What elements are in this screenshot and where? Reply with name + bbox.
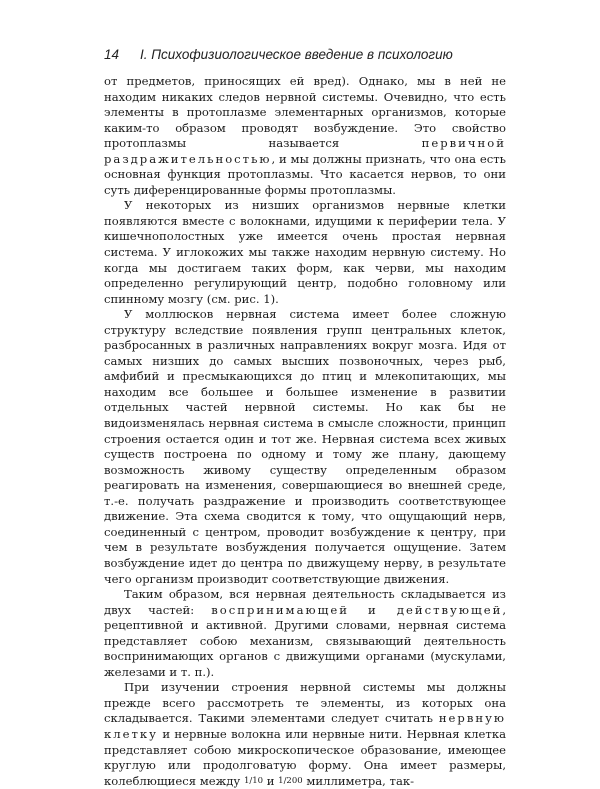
text-run: При изучении строения нервной системы мы должны прежде всего рассмотреть те элементы, из которых она складывается. Такими элементами следует считать — [104, 680, 506, 726]
paragraph — [104, 307, 506, 587]
text-run: , и мы должны признать, что она есть основная функция протоплазмы. Что касается нервов, то они суть диференцированные формы протоплазмы. — [104, 151, 506, 197]
text-run: , рецептивной и активной. Другими словами, нервная система представляет собою механизм, связывающий деятельность воспринимающих органов с движущими органами (мускулами, железами и т. п.). — [104, 602, 506, 679]
text-run: и нервные волокна или нервные нити. Нервная клетка представляет собою микроскопическое образование, имеющее круглую или продолговатую форму. Она имеет размеры, колеблющиеся между — [104, 726, 506, 788]
fraction: 1/10 — [243, 775, 264, 786]
running-title: I. Психофизиологическое введение в психологию — [140, 47, 453, 62]
paragraph — [104, 198, 506, 307]
paragraph — [104, 680, 506, 789]
spaced-term: воспринимающей и действующей — [211, 602, 503, 617]
spaced-term: нервную клетку — [104, 711, 506, 741]
text-run: от предметов, приносящих ей вред). Однако, мы в ней не находим никаких следов нервной системы. Очевидно, что есть элементы в протоплазме элементарных организмов, которые каким-то образом проводят возбуждение. Это свойство протоплазмы называется — [104, 74, 506, 151]
text-run: миллиметра, так- — [302, 773, 415, 788]
paragraph — [104, 74, 506, 198]
text-run: У некоторых из низших организмов нервные клетки появляются вместе с волокнами, идущими к периферии тела. У кишечнополостных уже имеется очень простая нервная система. У иглокожих мы также находим нервную систему. Но когда мы достигаем таких форм, как черви, мы находим определенно регулирующий центр, подобно головному или спинному мозгу (см. рис. 1). — [104, 198, 506, 306]
spaced-term: первичной раздражительностью — [104, 136, 506, 166]
text-run: и — [263, 773, 279, 788]
page-body — [104, 74, 506, 789]
page-header — [104, 47, 524, 62]
text-run: Таким образом, вся нервная деятельность складывается из двух частей: — [104, 587, 506, 617]
fraction: 1/200 — [278, 775, 303, 786]
paragraph — [104, 587, 506, 680]
page-number: 14 — [104, 47, 120, 62]
text-run: У моллюсков нервная система имеет более сложную структуру вследствие появления групп центральных клеток, разбросанных в различных направлениях вокруг мозга. Идя от самых низших до самых высших позвоночных, через рыб, амфибий и пресмыкающихся до птиц и млекопитающих, мы находим все большее и большее изменение в развитии отдельных частей нервной системы. Но как бы не видоизменялась нервная система в смысле сложности, принцип строения остается один и тот же. Нервная система всех живых существ построена по одному и тому же плану, дающему возможность живому существу определенным образом реагировать на изменения, совершающиеся во внешней среде, т.-е. получать раздражение и производить соответствующее движение. Эта схема сводится к тому, что ощущающий нерв, соединенный с центром, проводит возбуждение к центру, при чем в результате возбуждения получается ощущение. Затем возбуждение идет до центра по движущему нерву, в результате чего организм производит соответствующие движения. — [104, 307, 506, 586]
